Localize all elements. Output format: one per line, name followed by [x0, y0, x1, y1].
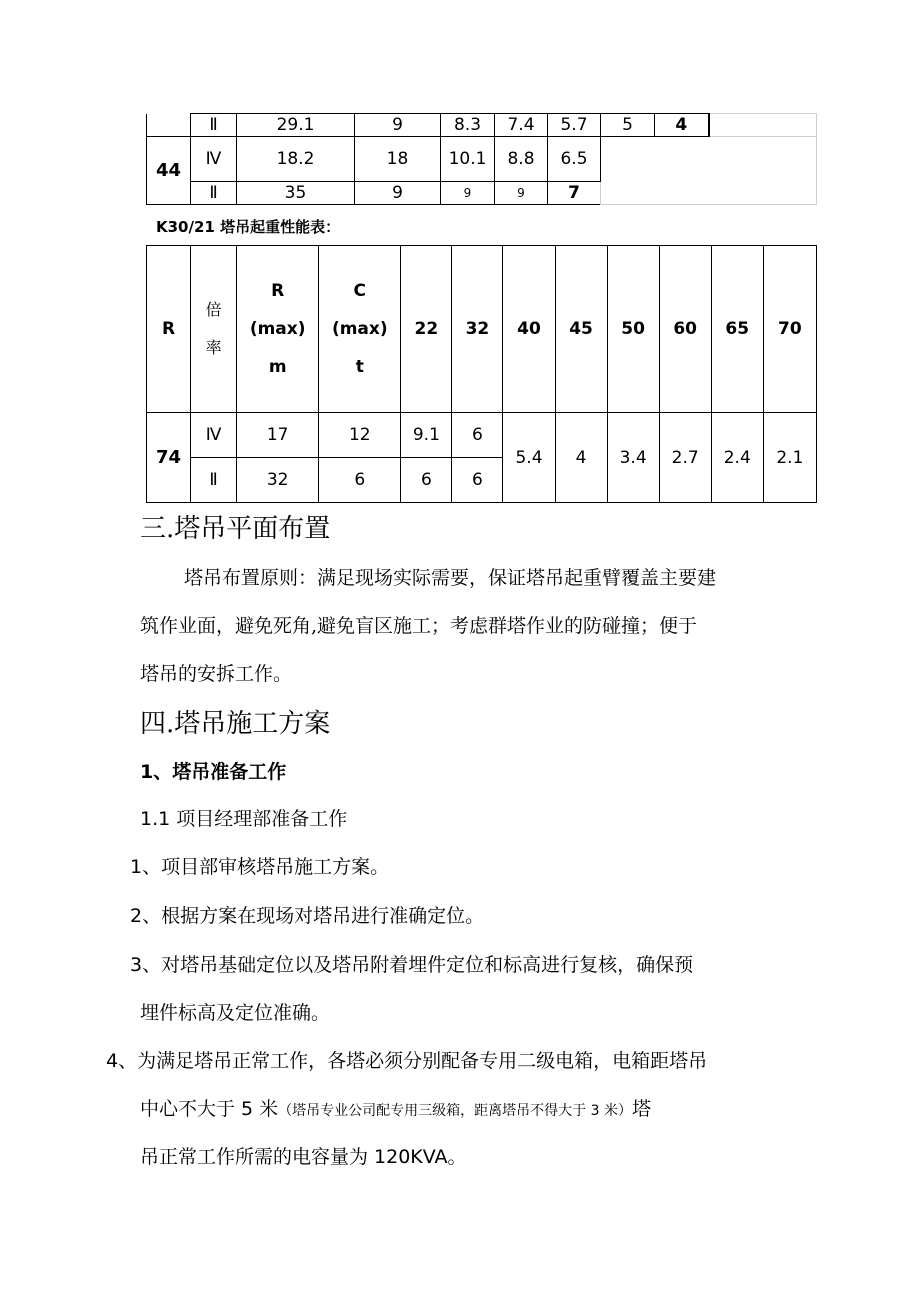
empty-cell — [601, 137, 817, 205]
value-cell: 9 — [441, 182, 495, 205]
list-item: 4、为满足塔吊正常工作，各塔必须分别配备专用二级电箱，电箱距塔吊 — [106, 1050, 708, 1072]
value-cell: 9 — [495, 182, 548, 205]
paragraph-line: 塔吊的安拆工作。 — [140, 663, 293, 685]
header-radius: 40 — [503, 246, 555, 413]
table-row — [147, 137, 817, 182]
value-cell: 8.8 — [495, 137, 548, 182]
header-radius: 65 — [711, 246, 763, 413]
rmax-cell: 35 — [237, 182, 355, 205]
empty-cell — [709, 114, 817, 137]
rmax-cell: 18.2 — [237, 137, 355, 182]
header-line: R — [271, 281, 285, 301]
header-line: C — [353, 281, 367, 301]
section-4-title: 四.塔吊施工方案 — [140, 709, 331, 739]
list-item: 2、根据方案在现场对塔吊进行准确定位。 — [130, 905, 485, 927]
subheading: 1、塔吊准备工作 — [140, 761, 287, 783]
value-cell: 5.7 — [548, 114, 601, 137]
rmax-cell: 32 — [237, 458, 319, 503]
mode-cell: Ⅱ — [191, 458, 237, 503]
cmax-cell: 6 — [319, 458, 401, 503]
list-item-cont: 埋件标高及定位准确。 — [140, 1002, 331, 1024]
group-label: 44 — [147, 137, 191, 205]
table-header-row — [147, 246, 817, 413]
mode-cell: Ⅱ — [191, 114, 237, 137]
header-r: R — [147, 246, 191, 413]
header-radius: 50 — [607, 246, 659, 413]
header-beilv — [191, 246, 237, 413]
cmax-cell: 12 — [319, 413, 401, 458]
value-cell: 4 — [555, 413, 607, 503]
cmax-cell: 18 — [355, 137, 441, 182]
value-cell: 2.1 — [763, 413, 816, 503]
value-cell: 6 — [452, 413, 503, 458]
header-radius: 70 — [763, 246, 816, 413]
value-cell: 6 — [452, 458, 503, 503]
text-run: 中心不大于 5 米 — [140, 1098, 279, 1120]
header-beilv-line: 倍 — [205, 300, 222, 319]
list-item: 1、项目部审核塔吊施工方案。 — [130, 856, 390, 878]
mode-cell: Ⅱ — [191, 182, 237, 205]
cmax-cell: 9 — [355, 114, 441, 137]
crane-load-table-continued — [146, 113, 817, 205]
header-radius: 32 — [452, 246, 503, 413]
list-item-cont — [140, 1094, 651, 1121]
header-radius: 45 — [555, 246, 607, 413]
header-line: m — [268, 357, 287, 377]
rmax-cell: 17 — [237, 413, 319, 458]
rmax-cell: 29.1 — [237, 114, 355, 137]
header-cmax — [319, 246, 401, 413]
value-cell: 6 — [401, 458, 452, 503]
section-3-title: 三.塔吊平面布置 — [140, 514, 331, 544]
paragraph-line: 塔吊布置原则：满足现场实际需要，保证塔吊起重臂覆盖主要建 — [184, 567, 717, 589]
value-cell: 10.1 — [441, 137, 495, 182]
mode-cell: Ⅳ — [191, 137, 237, 182]
header-line: (max) — [331, 319, 388, 339]
header-radius: 60 — [659, 246, 711, 413]
paragraph-line: 筑作业面，避免死角,避免盲区施工；考虑群塔作业的防碰撞；便于 — [140, 615, 698, 637]
list-item: 3、对塔吊基础定位以及塔吊附着埋件定位和标高进行复核，确保预 — [130, 954, 694, 976]
group-cell-top — [147, 114, 191, 137]
value-cell: 6.5 — [548, 137, 601, 182]
list-item-cont: 吊正常工作所需的电容量为 120KVA。 — [140, 1146, 467, 1168]
header-radius: 22 — [401, 246, 452, 413]
group-label: 74 — [147, 413, 191, 503]
header-beilv-line: 率 — [205, 338, 222, 357]
header-line: (max) — [249, 319, 306, 339]
table-row — [147, 413, 817, 458]
cmax-cell: 9 — [355, 182, 441, 205]
text-run: 塔 — [631, 1098, 651, 1120]
value-cell: 5.4 — [503, 413, 555, 503]
value-cell: 7 — [548, 182, 601, 205]
note-run: （塔吊专业公司配专用三级箱，距离塔吊不得大于 3 米） — [278, 1103, 632, 1119]
value-cell: 7.4 — [495, 114, 548, 137]
value-cell: 8.3 — [441, 114, 495, 137]
table-caption: K30/21 塔吊起重性能表： — [156, 218, 341, 236]
mode-cell: Ⅳ — [191, 413, 237, 458]
subheading-1-1: 1.1 项目经理部准备工作 — [140, 808, 348, 830]
crane-load-table — [146, 245, 817, 503]
value-cell: 3.4 — [607, 413, 659, 503]
value-cell: 9.1 — [401, 413, 452, 458]
value-cell: 2.7 — [659, 413, 711, 503]
table-row — [147, 114, 817, 137]
header-rmax — [237, 246, 319, 413]
value-cell: 5 — [601, 114, 655, 137]
value-cell: 4 — [655, 114, 709, 137]
value-cell: 2.4 — [711, 413, 763, 503]
header-line: t — [355, 357, 364, 377]
